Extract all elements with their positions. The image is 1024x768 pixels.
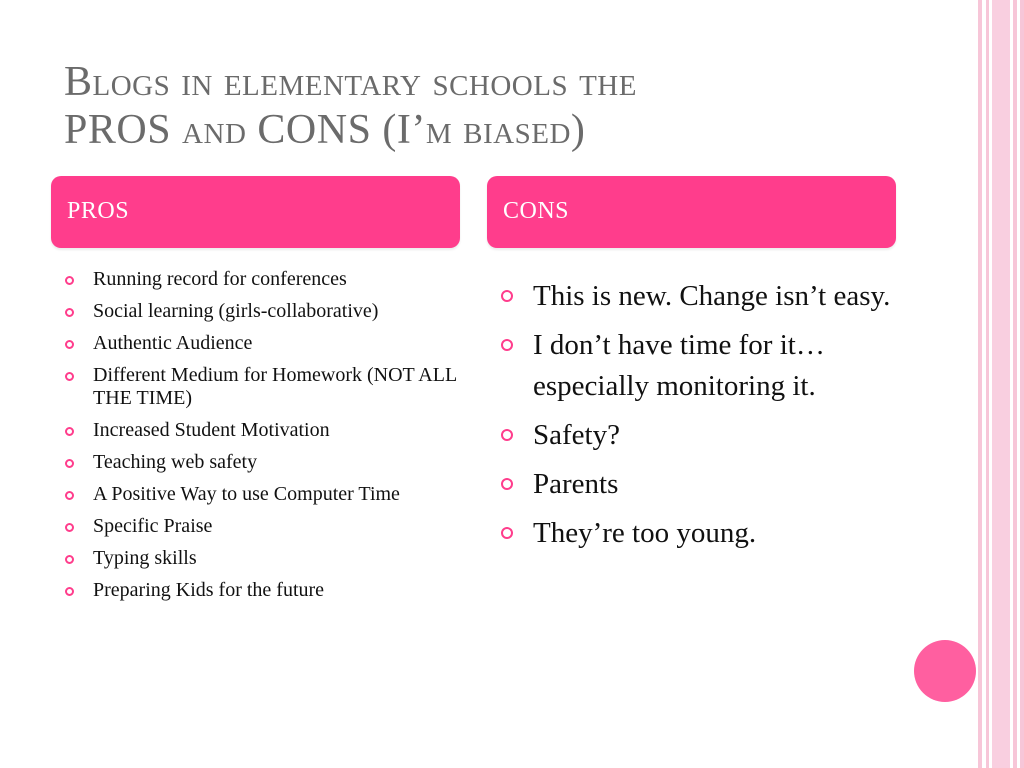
list-item-text: A Positive Way to use Computer Time [93, 483, 400, 505]
bullet-circle-icon [65, 587, 74, 596]
bullet-circle-icon [65, 308, 74, 317]
bullet-circle-icon [501, 290, 513, 302]
pros-header [51, 176, 460, 248]
pros-list [64, 268, 459, 611]
bullet-circle-icon [501, 527, 513, 539]
bullet-circle-icon [65, 523, 74, 532]
bullet-circle-icon [65, 427, 74, 436]
list-item [64, 419, 459, 442]
list-item-text: Running record for conferences [93, 268, 347, 290]
list-item [500, 513, 895, 554]
list-item [500, 415, 895, 456]
list-item [64, 300, 459, 323]
list-item [500, 464, 895, 505]
list-item [64, 268, 459, 291]
list-item [500, 325, 895, 407]
bullet-circle-icon [65, 372, 74, 381]
slide-title-line-2: PROS and CONS (I’m biased) [64, 107, 586, 153]
list-item [500, 276, 895, 317]
decorative-stripes [976, 0, 1024, 768]
list-item-text: Authentic Audience [93, 332, 253, 354]
bullet-circle-icon [501, 339, 513, 351]
list-item [64, 515, 459, 538]
bullet-circle-icon [65, 276, 74, 285]
list-item [64, 451, 459, 474]
pros-header-label: PROS [67, 198, 130, 224]
slide-title-line-1: Blogs in elementary schools the [64, 59, 637, 105]
stripe [978, 0, 982, 768]
list-item-text: Teaching web safety [93, 451, 258, 473]
cons-header-label: CONS [503, 198, 570, 224]
bullet-circle-icon [65, 459, 74, 468]
list-item-text: Typing skills [93, 547, 197, 569]
list-item [64, 483, 459, 506]
list-item [64, 364, 459, 410]
list-item-text: I don’t have time for it…especially monitoring it. [533, 329, 825, 402]
list-item-text: Preparing Kids for the future [93, 579, 325, 601]
stripe [992, 0, 1010, 768]
stripe [986, 0, 989, 768]
list-item [64, 579, 459, 602]
stripe [1013, 0, 1017, 768]
bullet-circle-icon [501, 429, 513, 441]
bullet-circle-icon [501, 478, 513, 490]
list-item-text: Specific Praise [93, 515, 213, 537]
list-item-text: Parents [533, 468, 619, 500]
list-item [64, 547, 459, 570]
cons-list [500, 276, 895, 562]
list-item-text: This is new. Change isn’t easy. [533, 280, 891, 312]
list-item [64, 332, 459, 355]
decorative-circle [914, 640, 976, 702]
list-item-text: Social learning (girls-collaborative) [93, 300, 379, 322]
cons-header [487, 176, 896, 248]
bullet-circle-icon [65, 491, 74, 500]
bullet-circle-icon [65, 340, 74, 349]
list-item-text: Different Medium for Homework (NOT ALL THE TIME) [93, 364, 457, 409]
bullet-circle-icon [65, 555, 74, 564]
list-item-text: Increased Student Motivation [93, 419, 330, 441]
slide-title [64, 58, 924, 154]
list-item-text: They’re too young. [533, 517, 757, 549]
stripe [1020, 0, 1024, 768]
list-item-text: Safety? [533, 419, 620, 451]
